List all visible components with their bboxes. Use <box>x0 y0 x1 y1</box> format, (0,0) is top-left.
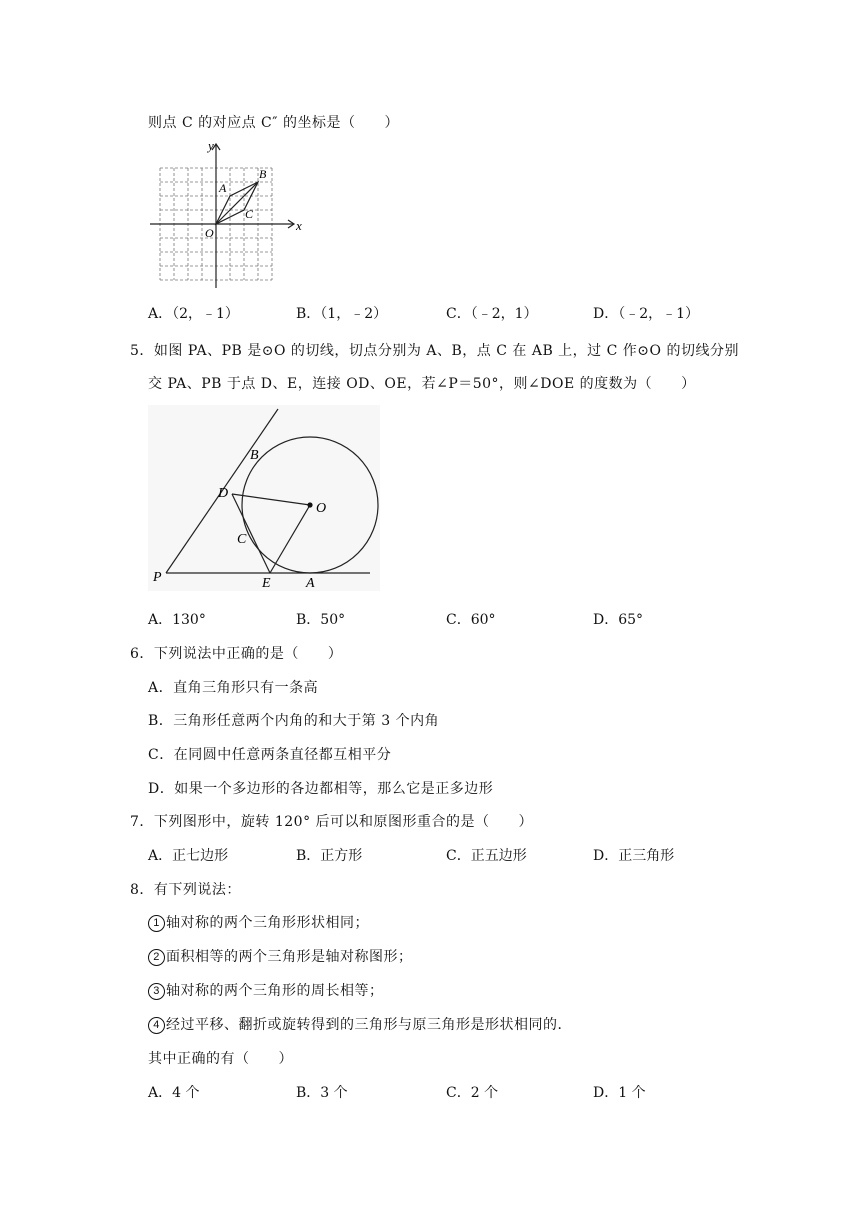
q4-label-y: y <box>208 138 214 153</box>
q5-option-b: B．50° <box>296 612 346 628</box>
circled-number: 3 <box>148 983 165 1000</box>
circled-number: 1 <box>148 915 165 932</box>
q4-option-b: B．（1，﹣2） <box>296 306 388 322</box>
statement-text: 经过平移、翻折或旋转得到的三角形与原三角形是形状相同的． <box>166 1017 572 1033</box>
q5-label-O: O <box>316 501 327 516</box>
q8-statement-1 <box>148 912 369 932</box>
q5-option-d: D．65° <box>593 612 644 628</box>
q8-option-c: C．2 个 <box>446 1085 499 1101</box>
q4-label-A: A <box>219 181 227 195</box>
q4-option-a: A．（2，﹣1） <box>148 306 239 322</box>
q4-option-c: C．（﹣2，1） <box>446 306 538 322</box>
q7-option-d: D．正三角形 <box>593 848 675 864</box>
q5-option-a: A．130° <box>148 612 206 628</box>
q6-choice-c: C．在同圆中任意两条直径都互相平分 <box>148 747 392 763</box>
circled-number: 2 <box>148 949 165 966</box>
q5-option-c: C．60° <box>446 612 496 628</box>
q5-stem-line1: 5．如图 PA、PB 是⊙O 的切线，切点分别为 A、B，点 C 在 AB 上，过 C 作⊙O 的切线分别 <box>130 343 739 359</box>
q4-label-B: B <box>259 167 267 181</box>
q6-choice-d: D．如果一个多边形的各边都相等，那么它是正多边形 <box>148 781 494 797</box>
q8-statement-3 <box>148 980 384 1000</box>
q6-choice-b: B．三角形任意两个内角的和大于第 3 个内角 <box>148 713 440 729</box>
q4-option-d: D．（﹣2，﹣1） <box>593 306 700 322</box>
q6-choice-a: A．直角三角形只有一条高 <box>148 680 319 696</box>
q8-ask: 其中正确的有（ ） <box>148 1051 293 1067</box>
q5-label-A: A <box>306 576 315 591</box>
q5-label-P: P <box>153 570 162 585</box>
q8-option-d: D．1 个 <box>593 1085 646 1101</box>
q4-coordinate-figure <box>148 138 308 290</box>
q4-label-x: x <box>296 218 302 233</box>
q7-stem: 7．下列图形中，旋转 120° 后可以和原图形重合的是（ ） <box>130 814 534 830</box>
q8-option-b: B．3 个 <box>296 1085 348 1101</box>
q4-stem: 则点 C 的对应点 C″ 的坐标是（ ） <box>148 115 399 131</box>
q5-tangent-figure <box>148 405 380 591</box>
q8-statement-2 <box>148 946 413 966</box>
q5-label-C: C <box>237 532 247 547</box>
q7-option-b: B．正方形 <box>296 848 363 864</box>
q4-label-O: O <box>205 226 214 240</box>
q7-option-c: C．正五边形 <box>446 848 527 864</box>
statement-text: 轴对称的两个三角形的周长相等； <box>166 983 384 999</box>
q6-stem: 6．下列说法中正确的是（ ） <box>130 646 343 662</box>
statement-text: 轴对称的两个三角形形状相同； <box>166 915 369 931</box>
q5-label-B: B <box>250 448 259 463</box>
q5-stem-line2: 交 PA、PB 于点 D、E，连接 OD、OE，若∠P＝50°，则∠DOE 的度数为（ ） <box>148 376 696 392</box>
q5-label-D: D <box>218 486 229 501</box>
circled-number: 4 <box>148 1017 165 1034</box>
q5-label-E: E <box>262 576 271 591</box>
statement-text: 面积相等的两个三角形是轴对称图形； <box>166 949 413 965</box>
q8-option-a: A．4 个 <box>148 1085 200 1101</box>
q4-label-C: C <box>245 207 254 221</box>
q8-statement-4 <box>148 1014 572 1034</box>
q7-option-a: A．正七边形 <box>148 848 229 864</box>
q8-stem: 8．有下列说法： <box>130 882 241 898</box>
